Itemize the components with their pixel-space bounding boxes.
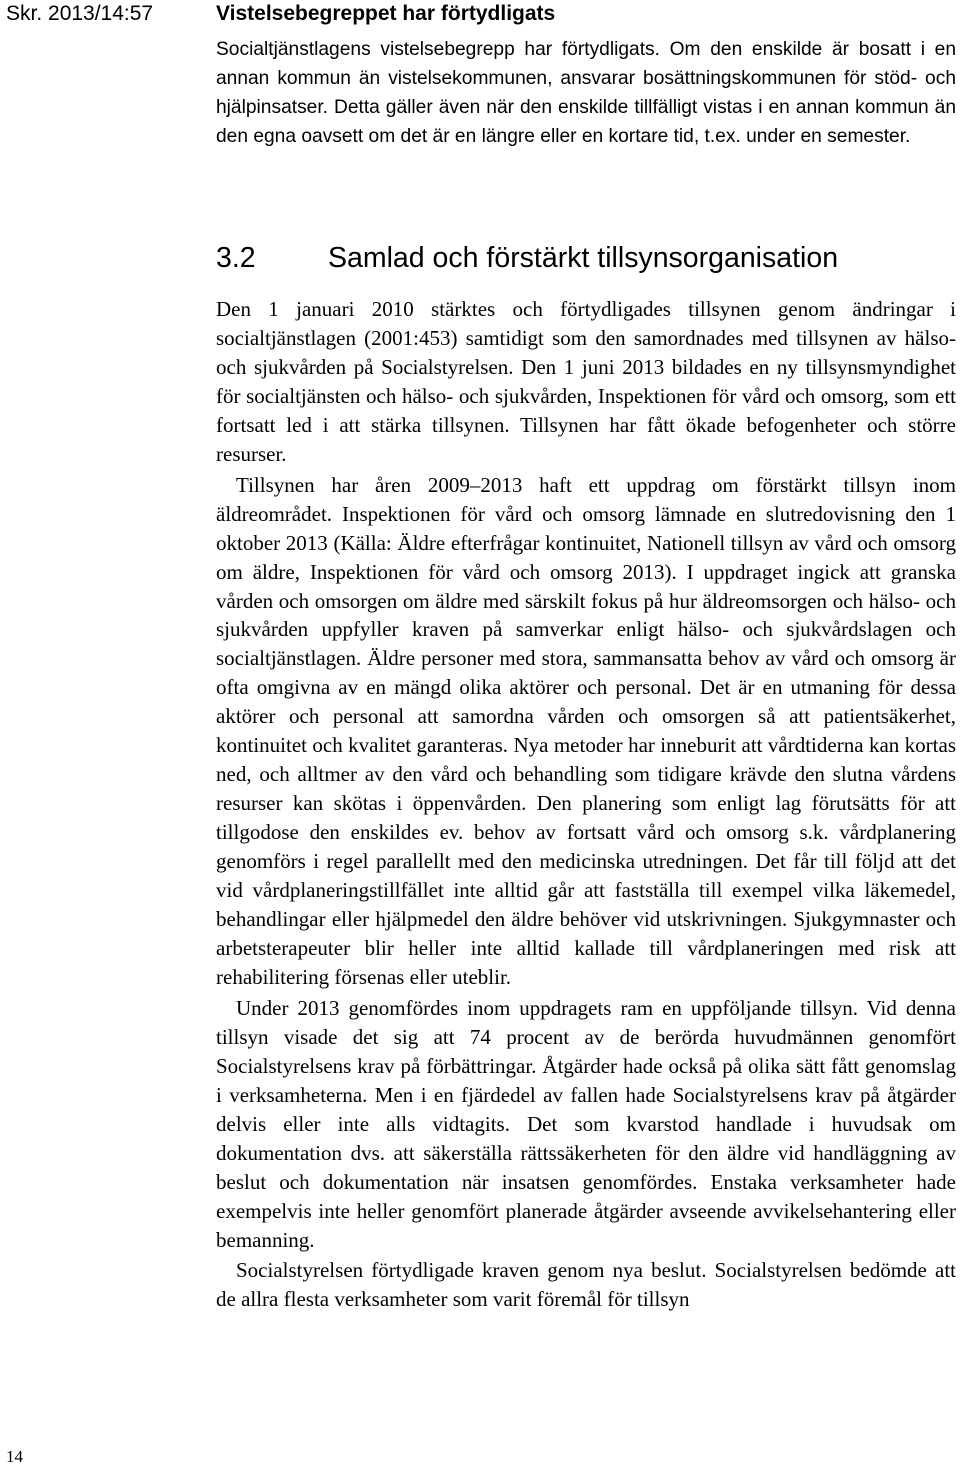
- section-title: Samlad och förstärkt tillsynsorganisation: [328, 242, 839, 274]
- body-paragraph: Tillsynen har åren 2009–2013 haft ett uppdrag om förstärkt tillsyn inom äldreområdet. Inspektionen för vård och omsorg lämnade en slutredovisning den 1 oktober 2013 (Källa: Äldre efterfrågar kontinuitet, Nationell tillsyn av vård och omsorg om äldre, Inspektionen för vård och omsorg 2013). I uppdraget ingick att granska vården och omsorgen om äldre med särskilt fokus på hur äldreomsorgen och hälso- och sjukvården uppfyller kraven på samverkar enligt hälso- och sjukvårdslagen och socialtjänstlagen. Äldre personer med stora, sammansatta behov av vård och omsorg är ofta omgivna av en mängd olika aktörer och personal. Det är en utmaning för dessa aktörer och personal att samordna vården och omsorgen så att patientsäkerhet, kontinuitet och kvalitet garanteras. Nya metoder har inneburit att vårdtiderna kan kortas ned, och alltmer av den vård och behandling som tidigare krävde den slutna vårdens resurser kan skötas i öppenvården. Den planering som enligt lag förutsätts för att tillgodose den enskildes ev. behov av fortsatt vård och omsorg s.k. vårdplanering genomförs i regel parallellt med den medicinska utredningen. Det får till följd att det vid vårdplaneringstillfället inte alltid går att fastställa till exempel vilka läkemedel, behandlingar eller hjälpmedel den äldre behöver vid utskrivningen. Sjukgymnaster och arbetsterapeuter blir heller inte alltid kallade till vårdplaneringen med risk att rehabilitering försenas eller uteblir.: [216, 472, 956, 989]
- page-number: 14: [6, 1447, 23, 1466]
- section-number: 3.2: [216, 242, 256, 274]
- section-heading: [216, 238, 956, 278]
- document-reference: Skr. 2013/14:57: [6, 2, 154, 25]
- body-paragraph: Socialstyrelsen förtydligade kraven genom nya beslut. Socialstyrelsen bedömde att de allra flesta verksamheter som varit föremål för tillsyn: [216, 1258, 956, 1312]
- body-paragraph: Under 2013 genomfördes inom uppdragets ram en uppföljande tillsyn. Vid denna tillsyn visade det sig att 74 procent av de berörda huvudmännen genomfört Socialstyrelsens krav på förbättringar. Åtgärder hade också på olika sätt fått genomslag i verksamheterna. Men i en fjärdedel av fallen hade Socialstyrelsens krav på åtgärder delvis eller inte alls vidtagits. Det som kvarstod handlade i huvudsak om dokumentation dvs. att säkerställa rättssäkerheten för den äldre vid handläggning av beslut och dokumentation när insatsen genomfördes. Enstaka verksamheter hade exempelvis inte heller genomfört planerade åtgärder avseende avvikelsehantering eller bemanning.: [216, 995, 956, 1252]
- subsection-heading: Vistelsebegreppet har förtydligats: [216, 2, 556, 25]
- section-body: [216, 295, 956, 1314]
- body-paragraph: Den 1 januari 2010 stärktes och förtydligades tillsynen genom ändringar i socialtjänstlagen (2001:453) samtidigt som den samordnades med tillsynen av hälso- och sjukvården på Socialstyrelsen. Den 1 juni 2013 bildades en ny tillsynsmyndighet för socialtjänsten och hälso- och sjukvården, Inspektionen för vård och omsorg, som ett fortsatt led i att stärka tillsynen. Tillsynen har fått ökade befogenheter och större resurser.: [216, 297, 956, 466]
- intro-paragraph: Socialtjänstlagens vistelsebegrepp har förtydligats. Om den enskilde är bosatt i en annan kommun än vistelsekommunen, ansvarar bosättningskommunen för stöd- och hjälpinsatser. Detta gäller även när den enskilde tillfälligt vistas i en annan kommun än den egna oavsett om det är en längre eller en kortare tid, t.ex. under en semester.: [216, 39, 956, 147]
